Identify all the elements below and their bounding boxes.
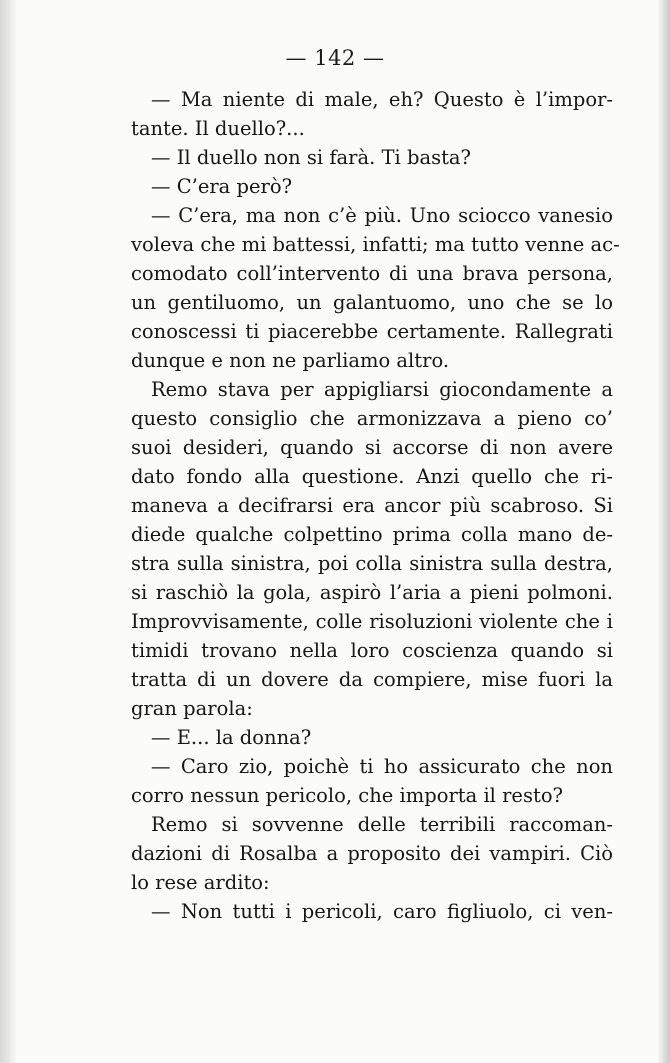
text-line: — C’era, ma non c’è più. Uno sciocco vanesio [151, 204, 613, 227]
text-line: dato fondo alla questione. Anzi quello che ri- [131, 465, 613, 488]
text-line: comodato coll’intervento di una brava persona, [131, 262, 613, 285]
page-binding-shadow [0, 0, 16, 1063]
text-line: timidi trovano nella loro coscienza quando si [131, 639, 613, 662]
page-number: — 142 — [285, 46, 385, 70]
text-line: si raschiò la gola, aspirò l’aria a pieni polmoni. [131, 581, 613, 604]
text-line: — Caro zio, poichè ti ho assicurato che non [151, 755, 613, 778]
text-line: gran parola: [131, 697, 253, 720]
text-line: — Il duello non si farà. Ti basta? [151, 146, 471, 169]
text-line: suoi desideri, quando si accorse di non avere [131, 436, 613, 459]
text-line: Improvvisamente, colle risoluzioni violente che i [131, 610, 613, 633]
text-line: Remo stava per appigliarsi giocondamente a [151, 378, 613, 401]
text-line: maneva a decifrarsi era ancor più scabroso. Si [131, 494, 613, 517]
text-line: conoscessi ti piacerebbe certamente. Rallegrati [131, 320, 613, 343]
text-line: dunque e non ne parliamo altro. [131, 349, 450, 372]
text-line: — Non tutti i pericoli, caro figliuolo, ci ven- [151, 900, 613, 923]
text-line: tratta di un dovere da compiere, mise fuori la [131, 668, 613, 691]
text-line: tante. Il duello?... [131, 117, 305, 140]
page-edge-shadow [658, 0, 670, 1063]
text-line: un gentiluomo, un galantuomo, uno che se lo [131, 291, 613, 314]
text-line: lo rese ardito: [131, 871, 270, 894]
text-line: diede qualche colpettino prima colla mano de- [131, 523, 613, 546]
text-line: stra sulla sinistra, poi colla sinistra sulla destra, [131, 552, 613, 575]
text-line: dazioni di Rosalba a proposito dei vampiri. Ciò [131, 842, 613, 865]
text-line: questo consiglio che armonizzava a pieno co’ [131, 407, 613, 430]
text-line: — C’era però? [151, 175, 293, 198]
text-line: — Ma niente di male, eh? Questo è l’impor- [151, 88, 613, 111]
text-line: Remo si sovvenne delle terribili raccoman- [151, 813, 613, 836]
text-line: corro nessun pericolo, che importa il resto? [131, 784, 564, 807]
text-line: voleva che mi battessi, infatti; ma tutto venne ac- [131, 233, 620, 256]
text-line: — E... la donna? [151, 726, 312, 749]
